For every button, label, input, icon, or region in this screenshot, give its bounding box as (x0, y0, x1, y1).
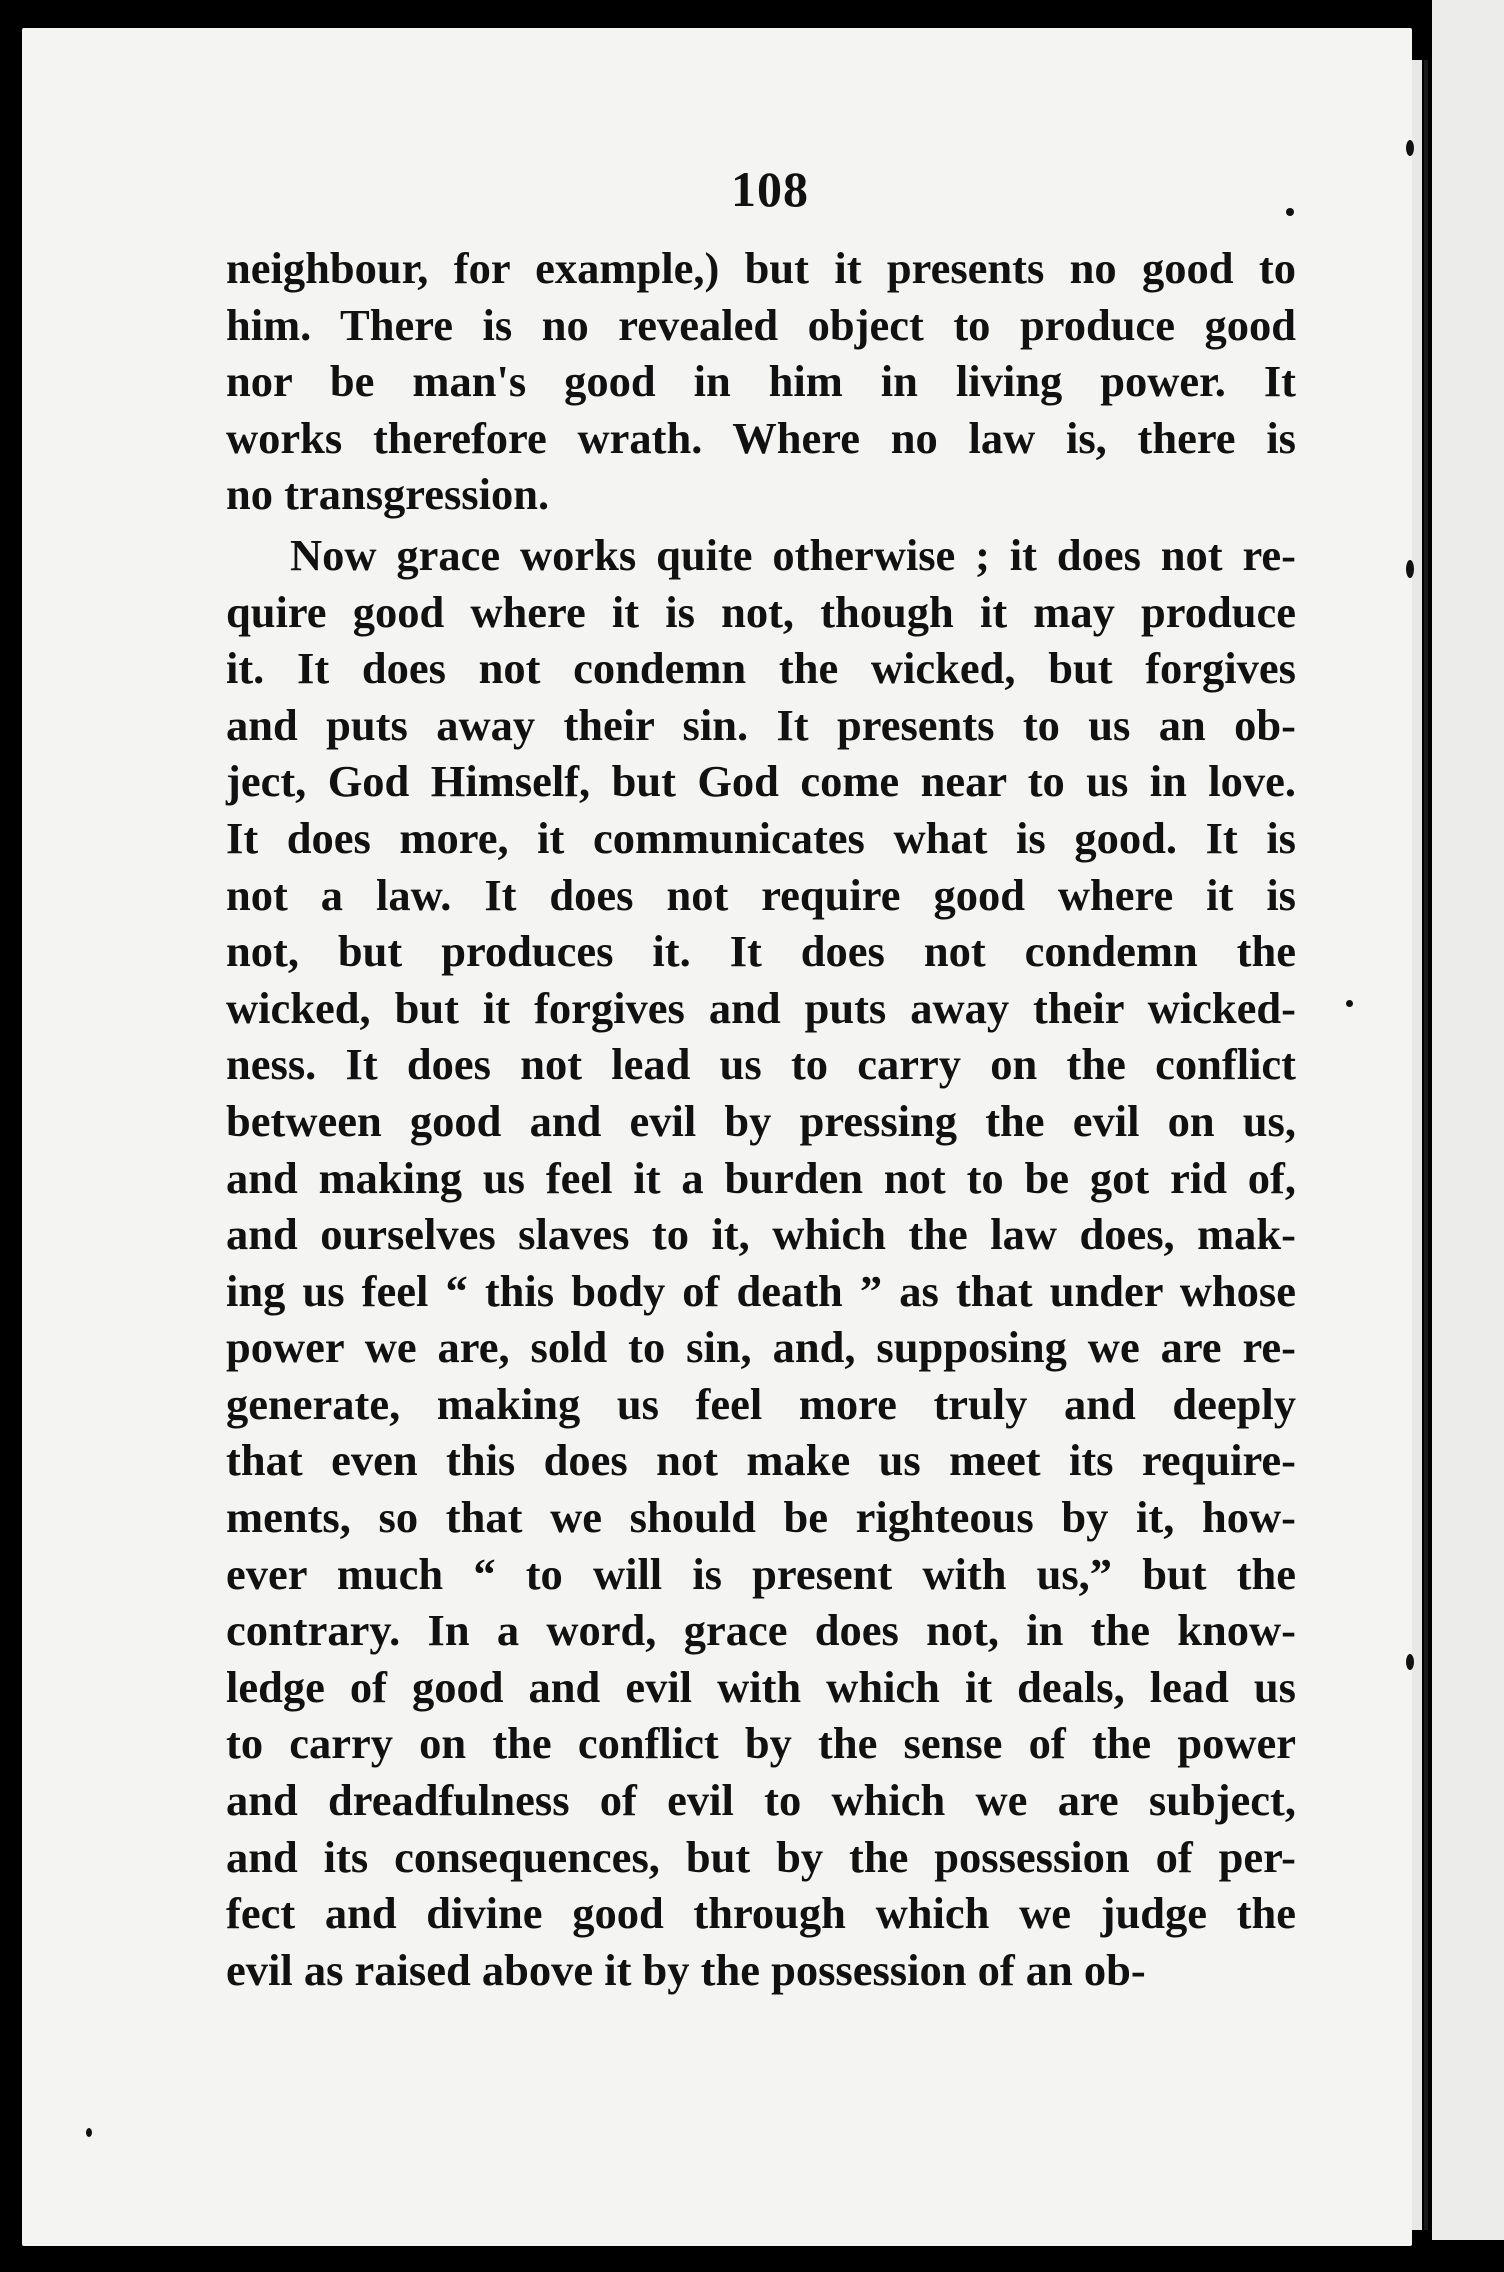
text-line: works therefore wrath. Where no law is, there is (226, 412, 1296, 463)
body-text (226, 240, 1296, 1998)
corner-shadow (1432, 2240, 1504, 2272)
text-line: no transgression. (226, 469, 550, 520)
ink-speck (86, 2128, 92, 2137)
text-line: ments, so that we should be righteous by it, how- (226, 1492, 1296, 1543)
page-number: 108 (731, 161, 809, 217)
text-line: nor be man's good in him in living power. It (226, 356, 1296, 407)
text-line: contrary. In a word, grace does not, in the know- (226, 1605, 1296, 1656)
ink-speck (1286, 208, 1294, 216)
text-line: and puts away their sin. It presents to us an ob- (226, 699, 1296, 750)
text-line: and ourselves slaves to it, which the law does, mak- (226, 1209, 1296, 1260)
text-line: to carry on the conflict by the sense of the power (226, 1718, 1296, 1769)
text-line: ness. It does not lead us to carry on the conflict (226, 1039, 1296, 1090)
text-line: Now grace works quite otherwise ; it does not re- (290, 529, 1296, 580)
text-line: that even this does not make us meet its require- (226, 1435, 1296, 1486)
text-line: neighbour, for example,) but it presents no good to (226, 243, 1296, 293)
text-line: generate, making us feel more truly and deeply (226, 1378, 1296, 1429)
text-line: and dreadfulness of evil to which we are subject, (226, 1775, 1296, 1826)
text-line: between good and evil by pressing the evil on us, (226, 1095, 1296, 1146)
text-line: not, but produces it. It does not condemn the (226, 926, 1296, 977)
ink-speck (1406, 560, 1414, 578)
text-line: him. There is no revealed object to produce good (226, 299, 1296, 350)
text-line: wicked, but it forgives and puts away their wicked- (226, 982, 1296, 1033)
text-line: and its consequences, but by the possession of per- (226, 1831, 1296, 1882)
text-line: fect and divine good through which we judge the (226, 1888, 1296, 1939)
text-line: not a law. It does not require good where it is (226, 869, 1296, 920)
text-line: evil as raised above it by the possession of an ob- (226, 1944, 1146, 1995)
adjacent-page-strip (1432, 0, 1504, 2272)
text-line: ing us feel “ this body of death ” as that under whose (226, 1265, 1296, 1316)
text-line: and making us feel it a burden not to be got rid of, (226, 1152, 1296, 1203)
text-line: It does more, it communicates what is good. It is (226, 812, 1296, 863)
text-line: ledge of good and evil with which it deals, lead us (226, 1661, 1296, 1712)
page-edge (1412, 60, 1422, 2230)
binding-line (1424, 60, 1428, 2230)
ink-speck (1346, 1000, 1353, 1007)
text-line: ject, God Himself, but God come near to us in love. (226, 756, 1296, 807)
text-line: quire good where it is not, though it may produce (226, 586, 1296, 637)
text-line: power we are, sold to sin, and, supposing we are re- (226, 1322, 1296, 1373)
text-line: it. It does not condemn the wicked, but forgives (226, 643, 1296, 694)
text-line: ever much “ to will is present with us,” but the (226, 1548, 1296, 1599)
ink-speck (1406, 140, 1414, 156)
ink-speck (1406, 1654, 1414, 1670)
